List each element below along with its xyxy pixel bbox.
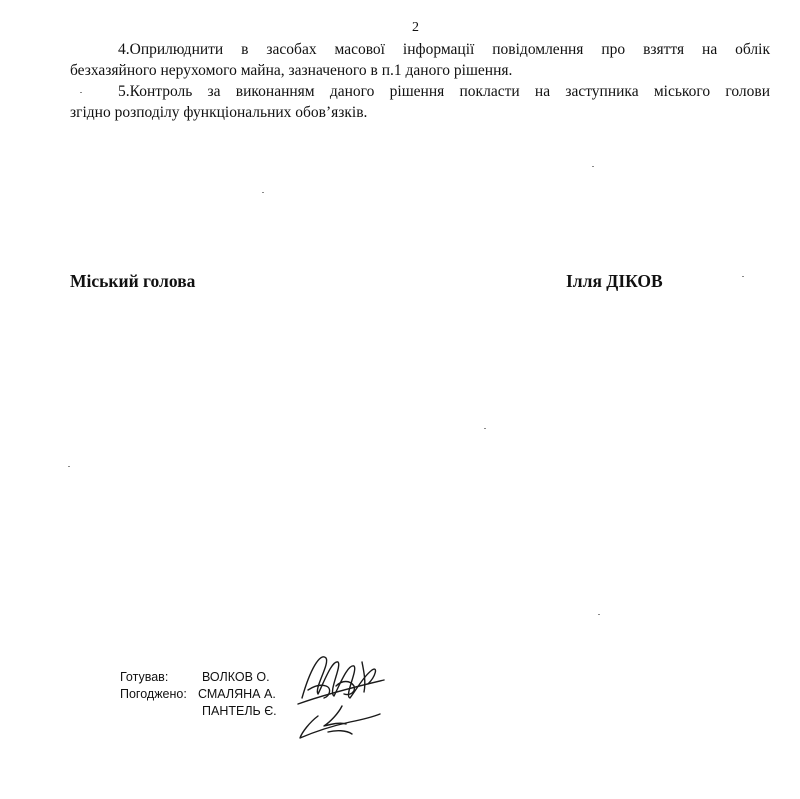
agreed-by-2: ПАНТЕЛЬ Є. [202,704,277,718]
scan-speck [598,614,600,615]
agreed-by-1: СМАЛЯНА А. [198,687,276,701]
scan-speck [262,192,264,193]
agreed-label: Погоджено: [120,687,187,701]
scan-speck [68,466,70,467]
paragraph-line: безхазяйного нерухомого майна, зазначеного в п.1 даного рішення. [70,62,513,79]
paragraph-5 [70,81,770,123]
prepared-by: ВОЛКОВ О. [202,670,270,684]
page-number: 2 [412,20,419,35]
prepared-label: Готував: [120,670,169,684]
scan-speck [484,428,486,429]
paragraph-line: 4.Оприлюднити в засобах масової інформації повідомлення про взяття на облік [118,41,770,58]
handwritten-signature [280,640,390,750]
scan-speck [80,92,82,93]
paragraph-line: згідно розподілу функціональних обов’язків. [70,104,368,121]
paragraph-4 [70,39,770,81]
scan-speck [592,166,594,167]
paragraph-line: 5.Контроль за виконанням даного рішення покласти на заступника міського голови [118,83,770,100]
signatory-name: Ілля ДІКОВ [566,271,663,291]
scan-speck [742,276,744,277]
signatory-title: Міський голова [70,271,196,291]
